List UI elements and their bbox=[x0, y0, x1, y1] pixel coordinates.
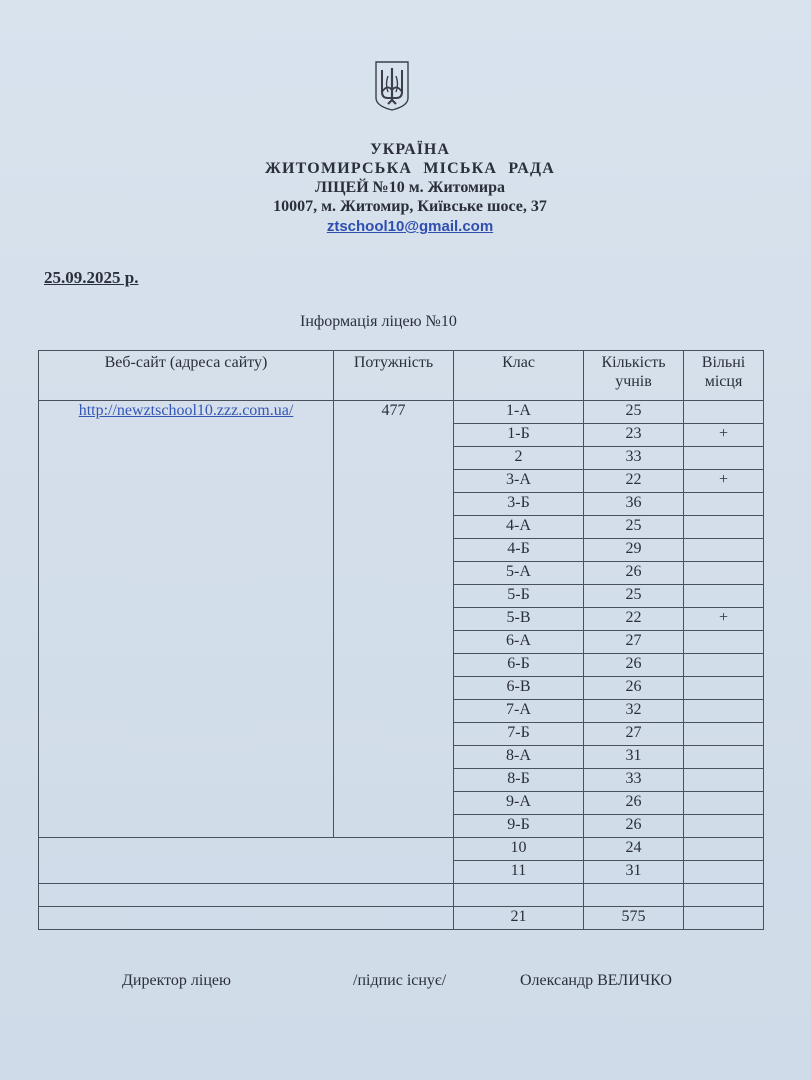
students-cell: 33 bbox=[584, 769, 684, 792]
free-places-cell bbox=[684, 769, 764, 792]
free-places-cell bbox=[684, 861, 764, 884]
students-cell: 24 bbox=[584, 838, 684, 861]
table-header-row bbox=[39, 351, 764, 401]
director-role: Директор ліцею bbox=[122, 972, 231, 989]
students-cell: 26 bbox=[584, 562, 684, 585]
info-table bbox=[38, 350, 764, 930]
students-cell: 26 bbox=[584, 677, 684, 700]
signature-note: /підпис існує/ bbox=[353, 972, 447, 989]
email-link[interactable]: ztschool10@gmail.com bbox=[326, 218, 494, 235]
website-cell bbox=[39, 401, 334, 838]
class-cell: 8-А bbox=[454, 746, 584, 769]
free-places-cell bbox=[684, 447, 764, 470]
class-cell: 1-Б bbox=[454, 424, 584, 447]
empty-merged-cell bbox=[39, 884, 454, 907]
students-cell: 31 bbox=[584, 746, 684, 769]
header-free-line2: місця bbox=[704, 373, 743, 390]
total-free-cell bbox=[684, 907, 764, 930]
students-cell: 25 bbox=[584, 516, 684, 539]
class-cell: 2 bbox=[454, 447, 584, 470]
capacity-cell: 477 bbox=[334, 401, 454, 838]
students-cell: 25 bbox=[584, 401, 684, 424]
header-capacity: Потужність bbox=[334, 351, 454, 401]
class-cell: 6-В bbox=[454, 677, 584, 700]
website-link[interactable]: http://newztschool10.zzz.com.ua/ bbox=[78, 402, 294, 419]
students-cell: 33 bbox=[584, 447, 684, 470]
class-cell: 5-А bbox=[454, 562, 584, 585]
totals-row bbox=[39, 907, 764, 930]
students-cell: 31 bbox=[584, 861, 684, 884]
free-places-cell: + bbox=[684, 424, 764, 447]
class-cell: 9-Б bbox=[454, 815, 584, 838]
header-website: Веб-сайт (адреса сайту) bbox=[39, 351, 334, 401]
free-places-cell bbox=[684, 700, 764, 723]
header-free-line1: Вільні bbox=[701, 354, 746, 371]
free-places-cell bbox=[684, 539, 764, 562]
students-cell: 25 bbox=[584, 585, 684, 608]
students-cell: 26 bbox=[584, 654, 684, 677]
table-row bbox=[39, 838, 764, 861]
class-cell: 5-Б bbox=[454, 585, 584, 608]
free-places-cell bbox=[684, 654, 764, 677]
students-cell: 26 bbox=[584, 792, 684, 815]
class-cell: 5-В bbox=[454, 608, 584, 631]
document-date: 25.09.2025 р. bbox=[44, 268, 139, 287]
free-places-cell bbox=[684, 493, 764, 516]
free-places-cell bbox=[684, 401, 764, 424]
class-cell: 6-Б bbox=[454, 654, 584, 677]
free-places-cell bbox=[684, 516, 764, 539]
free-places-cell bbox=[684, 815, 764, 838]
class-cell: 8-Б bbox=[454, 769, 584, 792]
header-students-line1: Кількість bbox=[601, 354, 666, 371]
class-cell: 10 bbox=[454, 838, 584, 861]
table-row bbox=[39, 401, 764, 424]
empty-merged-cell bbox=[39, 907, 454, 930]
institution-address: 10007, м. Житомир, Київське шосе, 37 bbox=[273, 198, 547, 215]
total-students: 575 bbox=[584, 907, 684, 930]
letterhead bbox=[200, 140, 620, 236]
students-cell: 22 bbox=[584, 470, 684, 493]
free-places-cell bbox=[684, 677, 764, 700]
students-cell: 27 bbox=[584, 631, 684, 654]
free-places-cell bbox=[684, 746, 764, 769]
header-students-line2: учнів bbox=[615, 373, 652, 390]
free-places-cell bbox=[684, 723, 764, 746]
header-free-places bbox=[684, 351, 764, 401]
free-places-cell bbox=[684, 631, 764, 654]
students-cell: 27 bbox=[584, 723, 684, 746]
class-cell bbox=[454, 884, 584, 907]
free-places-cell bbox=[684, 884, 764, 907]
trident-emblem-icon bbox=[374, 60, 410, 112]
class-cell: 3-А bbox=[454, 470, 584, 493]
free-places-cell bbox=[684, 585, 764, 608]
class-cell: 6-А bbox=[454, 631, 584, 654]
director-name: Олександр ВЕЛИЧКО bbox=[520, 972, 672, 989]
free-places-cell bbox=[684, 562, 764, 585]
header-class: Клас bbox=[454, 351, 584, 401]
class-cell: 9-А bbox=[454, 792, 584, 815]
students-cell: 36 bbox=[584, 493, 684, 516]
header-students bbox=[584, 351, 684, 401]
students-cell: 23 bbox=[584, 424, 684, 447]
class-cell: 11 bbox=[454, 861, 584, 884]
free-places-cell: + bbox=[684, 608, 764, 631]
class-cell: 4-Б bbox=[454, 539, 584, 562]
students-cell bbox=[584, 884, 684, 907]
students-cell: 26 bbox=[584, 815, 684, 838]
class-cell: 7-А bbox=[454, 700, 584, 723]
free-places-cell bbox=[684, 792, 764, 815]
country-name: УКРАЇНА bbox=[370, 141, 450, 158]
students-cell: 29 bbox=[584, 539, 684, 562]
document-title: Інформація ліцею №10 bbox=[300, 313, 457, 330]
total-classes: 21 bbox=[454, 907, 584, 930]
council-name: ЖИТОМИРСЬКА МІСЬКА РАДА bbox=[264, 160, 556, 177]
students-cell: 22 bbox=[584, 608, 684, 631]
empty-merged-cell bbox=[39, 838, 454, 884]
students-cell: 32 bbox=[584, 700, 684, 723]
class-cell: 4-А bbox=[454, 516, 584, 539]
class-cell: 7-Б bbox=[454, 723, 584, 746]
table-row bbox=[39, 884, 764, 907]
class-cell: 3-Б bbox=[454, 493, 584, 516]
free-places-cell bbox=[684, 838, 764, 861]
free-places-cell: + bbox=[684, 470, 764, 493]
institution-name: ЛІЦЕЙ №10 м. Житомира bbox=[314, 179, 506, 196]
class-cell: 1-А bbox=[454, 401, 584, 424]
